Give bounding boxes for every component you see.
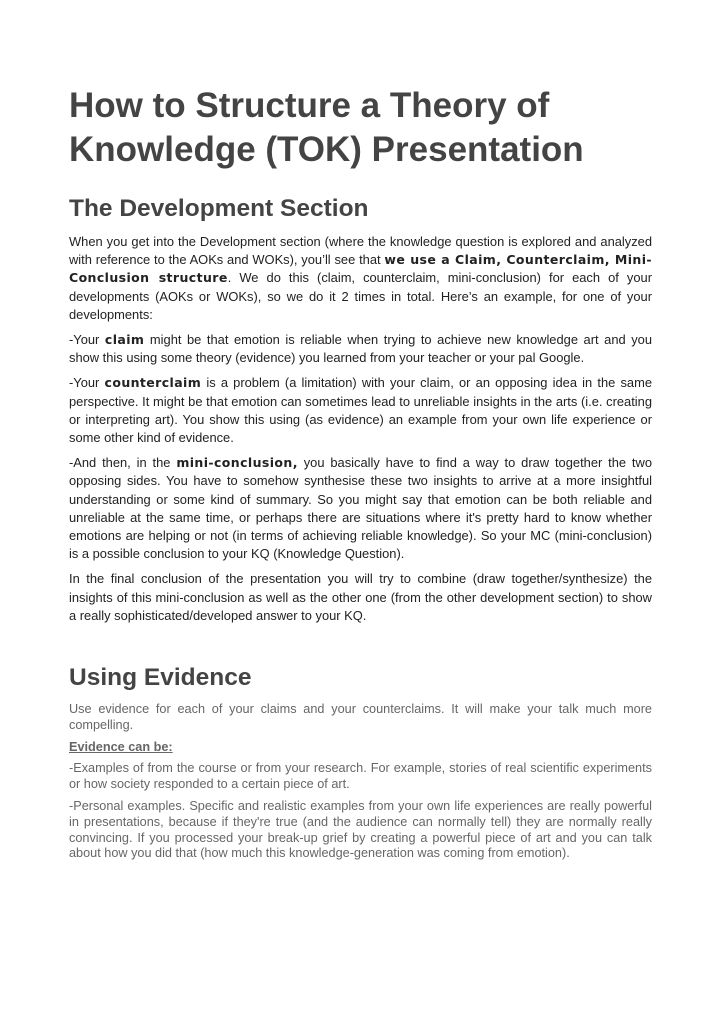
counterclaim-paragraph (69, 374, 652, 447)
claim-keyword: claim (104, 332, 145, 348)
paragraph-text: is a problem (a limitation) with your claim, or an opposing idea in the same perspective. It might be that emotion can sometimes lead to unreliable insights in the arts (i.e. creating or interpreting art). You show this using (as evidence) an example from your own life experience or some other kind of evidence. (69, 375, 652, 446)
paragraph-text: -Your (69, 332, 105, 348)
counterclaim-keyword: counterclaim (104, 375, 202, 391)
evidence-heading: Using Evidence (69, 664, 252, 692)
evidence-item-course: -Examples of from the course or from your research. For example, stories of real scientific experiments or how society responded to a certain piece of art. (69, 761, 652, 792)
evidence-subheading (69, 740, 652, 756)
development-heading: The Development Section (69, 195, 369, 222)
mini-conclusion-keyword: mini-conclusion, (176, 455, 298, 471)
paragraph-text: you basically have to find a way to draw together the two opposing sides. You have to somehow synthesise these two insights to arrive at a more insightful understanding or some kind of summary. So you might say that emotion can be both reliable and unreliable at the same time, or perhaps there are situations where it's pretty hard to know whether emotions are helping or not (in terms of achieving reliable knowledge). So your MC (mini-conclusion) is a possible conclusion to your KQ (Knowledge Question). (69, 455, 652, 562)
paragraph-text: -Your (69, 375, 105, 391)
paragraph-text: When you get into the Development section (where the knowledge question is explored and analyzed with reference to the AOKs and WOKs), you’ll see that (69, 234, 652, 268)
evidence-intro: Use evidence for each of your claims and your counterclaims. It will make your talk much more compelling. (69, 702, 652, 732)
evidence-section (69, 663, 652, 862)
development-paragraph-1 (69, 233, 652, 324)
structure-keyword: we use a Claim, Counterclaim, Mini-Conclusion structure (69, 252, 652, 286)
paragraph-text: . We do this (claim, counterclaim, mini-conclusion) for each of your developments (AOKs or WOKs), so we do it 2 times in total. Here’s an example, for one of your developments: (69, 270, 652, 322)
paragraph-text: -And then, in the (69, 455, 177, 471)
development-section (69, 194, 652, 625)
evidence-subheading-text: Evidence can be: (69, 739, 173, 754)
mini-conclusion-paragraph (69, 454, 652, 563)
claim-paragraph (69, 331, 652, 367)
page-title: How to Structure a Theory of Knowledge (TOK) Presentation (69, 86, 584, 169)
evidence-item-personal: -Personal examples. Specific and realistic examples from your own life experiences are really powerful in presentations, because if they're true (and the audience can normally tell) they are normally really convincing. If you processed your break-up grief by creating a powerful piece of art and you can talk about how you did that (how much this knowledge-generation was coming from emotion). (69, 799, 652, 861)
paragraph-text: might be that emotion is reliable when trying to achieve new knowledge art and you show this using some theory (evidence) you learned from your teacher or your pal Google. (69, 332, 652, 366)
final-conclusion-paragraph: In the final conclusion of the presentation you will try to combine (draw together/synthesize) the insights of this mini-conclusion as well as the other one (from the other development section) to show a really sophisticated/developed answer to your KQ. (69, 571, 652, 623)
